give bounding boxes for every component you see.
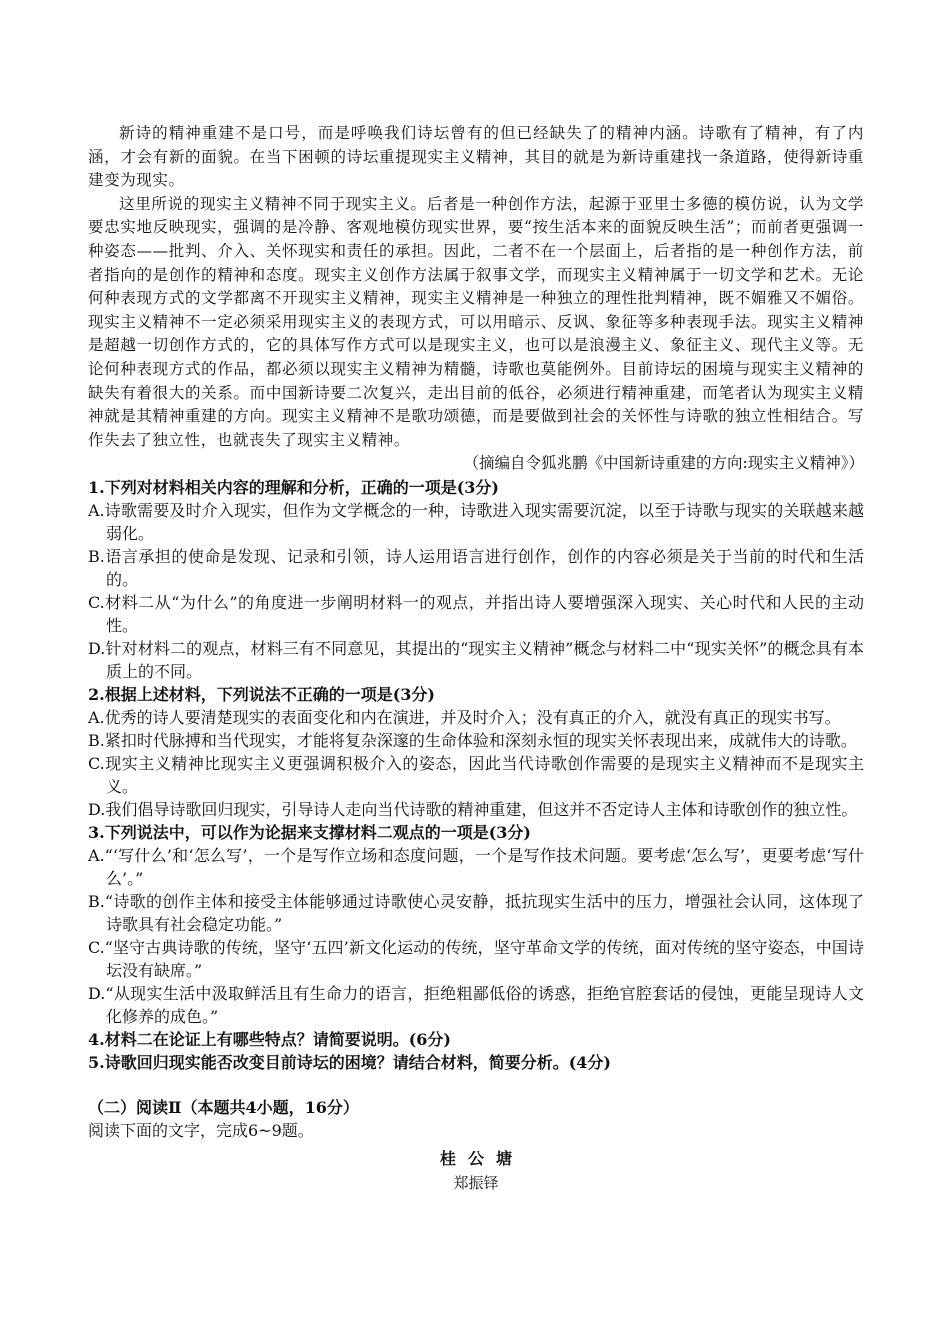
question-1-option-a: A.诗歌需要及时介入现实，但作为文学概念的一种，诗歌进入现实需要沉淀，以至于诗歌与现实的关联越来越弱化。 xyxy=(88,500,864,543)
question-4-stem: 4.材料二在论证上有哪些特点？请简要说明。(6分) xyxy=(88,1029,451,1049)
question-2-option-c: C.现实主义精神比现实主义更强调积极介入的姿态，因此当代诗歌创作需要的是现实主义精神而不是现实主义。 xyxy=(88,753,864,796)
question-3-option-a: A.“‘写什么’和‘怎么写’，一个是写作立场和态度问题，一个是写作技术问题。要考虑‘怎么写’，更要考虑‘写什么’。” xyxy=(88,845,864,888)
question-5-stem: 5.诗歌回归现实能否改变目前诗坛的困境？请结合材料，简要分析。(4分) xyxy=(88,1052,611,1072)
exam-page xyxy=(88,122,864,1194)
question-2-option-d: D.我们倡导诗歌回归现实，引导诗人走向当代诗歌的精神重建，但这并不否定诗人主体和诗歌创作的独立性。 xyxy=(88,799,858,819)
question-3-option-c: C.“坚守古典诗歌的传统，坚守‘五四’新文化运动的传统，坚守革命文学的传统，面对传统的坚守姿态，中国诗坛没有缺席。” xyxy=(88,937,864,980)
question-1-stem: 1.下列对材料相关内容的理解和分析，正确的一项是(3分) xyxy=(88,477,499,497)
question-1-option-c: C.材料二从“为什么”的角度进一步阐明材料一的观点，并指出诗人要增强深入现实、关心时代和人民的主动性。 xyxy=(88,592,864,635)
question-2-stem: 2.根据上述材料，下列说法不正确的一项是(3分) xyxy=(88,684,435,704)
passage-source: （摘编自令狐兆鹏《中国新诗重建的方向:现实主义精神》） xyxy=(463,454,864,473)
question-2-option-b: B.紧扣时代脉搏和当代现实，才能将复杂深邃的生命体验和深刻永恒的现实关怀表现出来，成就伟大的诗歌。 xyxy=(88,730,857,750)
article-title: 桂公塘 xyxy=(439,1148,524,1168)
passage-paragraph-1: 新诗的精神重建不是口号，而是呼唤我们诗坛曾有的但已经缺失了的精神内涵。诗歌有了精神，有了内涵，才会有新的面貌。在当下困顿的诗坛重提现实主义精神，其目的就是为新诗重建找一条道路，使得新诗重建变为现实。 xyxy=(88,124,864,190)
question-1-option-b: B.语言承担的使命是发现、记录和引领，诗人运用语言进行创作，创作的内容必须是关于当前的时代和生活的。 xyxy=(88,546,864,589)
article-author: 郑振铎 xyxy=(453,1173,499,1192)
question-1 xyxy=(88,476,864,683)
question-3 xyxy=(88,821,864,1028)
section-2-heading: （二）阅读Ⅱ（本题共4小题，16分） xyxy=(88,1097,359,1117)
question-3-stem: 3.下列说法中，可以作为论据来支撑材料二观点的一项是(3分) xyxy=(88,822,531,842)
question-1-option-d: D.针对材料二的观点，材料三有不同意见，其提出的“现实主义精神”概念与材料二中“现实关怀”的概念具有本质上的不同。 xyxy=(88,638,864,681)
passage-paragraph-2: 这里所说的现实主义精神不同于现实主义。后者是一种创作方法，起源于亚里士多德的模仿说，认为文学要忠实地反映现实，强调的是冷静、客观地模仿现实世界，要“按生活本来的面貌反映生活”；而前者更强调一种姿态——批判、介入、关怀现实和责任的承担。因此，二者不在一个层面上，后者指的是一种创作方法，前者指向的是创作的精神和态度。现实主义创作方法属于叙事文学，而现实主义精神属于一切文学和艺术。无论何种表现方式的文学都离不开现实主义精神，现实主义精神是一种独立的理性批判精神，既不媚雅又不媚俗。现实主义精神不一定必须采用现实主义的表现方式，可以用暗示、反讽、象征等多种表现手法。现实主义精神是超越一切创作方式的，它的具体写作方式可以是现实主义，也可以是浪漫主义、象征主义、现代主义等。无论何种表现方式的作品，都必须以现实主义精神为精髓，诗歌也莫能例外。目前诗坛的困境与现实主义精神的缺失有着很大的关系。而中国新诗要二次复兴，走出目前的低谷，必须进行精神重建，而笔者认为现实主义精神就是其精神重建的方向。现实主义精神不是歌功颂德，而是要做到社会的关怀性与诗歌的独立性相结合。写作失去了独立性，也就丧失了现实主义精神。 xyxy=(88,194,864,449)
question-3-option-d: D.“从现实生活中汲取鲜活且有生命力的语言，拒绝粗鄙低俗的诱惑，拒绝官腔套话的侵蚀，更能呈现诗人文化修养的成色。” xyxy=(88,983,864,1026)
question-2-option-a: A.优秀的诗人要清楚现实的表面变化和内在演进，并及时介入；没有真正的介入，就没有真正的现实书写。 xyxy=(88,707,841,727)
question-3-option-b: B.“诗歌的创作主体和接受主体能够通过诗歌使心灵安静，抵抗现实生活中的压力，增强社会认同，这体现了诗歌具有社会稳定功能。” xyxy=(88,891,864,934)
section-spacer xyxy=(88,1074,864,1096)
section-2-instruction: 阅读下面的文字，完成6~9题。 xyxy=(88,1120,314,1140)
question-2 xyxy=(88,683,864,821)
